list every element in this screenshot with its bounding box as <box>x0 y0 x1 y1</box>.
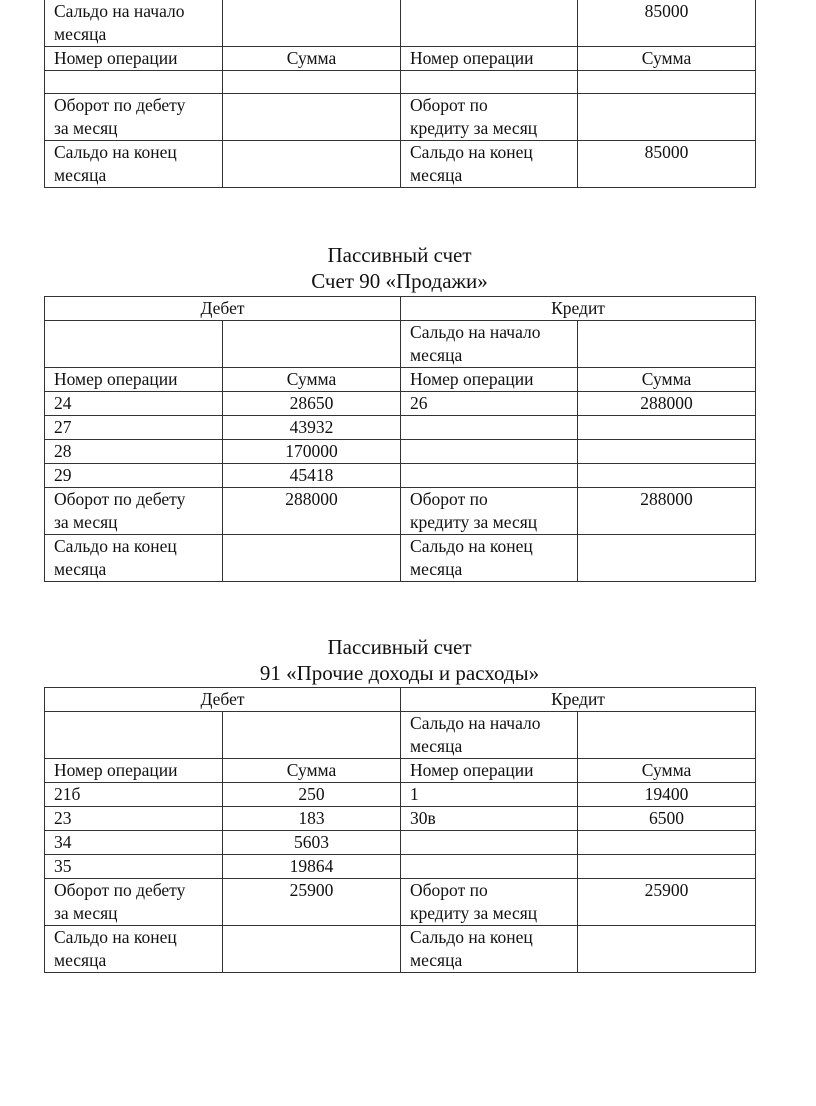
account-type: Пассивный счет <box>327 243 472 267</box>
empty-cell <box>223 535 401 582</box>
closing-balance-row <box>45 141 756 188</box>
opening-balance-credit: 85000 <box>578 0 756 47</box>
table-row <box>45 855 756 879</box>
closing-balance-credit-value <box>578 535 756 582</box>
table-row <box>45 783 756 807</box>
debit-amount: 183 <box>223 807 401 831</box>
opening-balance-row <box>45 321 756 368</box>
label-line: Сальдо на начало <box>410 322 541 342</box>
empty-cell <box>578 71 756 94</box>
credit-op <box>401 464 578 488</box>
label-line: месяца <box>410 345 463 365</box>
credit-amount <box>578 440 756 464</box>
debit-op: 35 <box>45 855 223 879</box>
credit-op-header: Номер операции <box>401 47 578 71</box>
table-row <box>45 392 756 416</box>
empty-cell <box>223 712 401 759</box>
closing-balance-debit-label <box>45 926 223 973</box>
turnover-row <box>45 879 756 926</box>
credit-amount: 288000 <box>578 392 756 416</box>
column-header-row <box>45 368 756 392</box>
table-row <box>45 831 756 855</box>
debit-op: 28 <box>45 440 223 464</box>
empty-cell <box>401 71 578 94</box>
label-line: Сальдо на начало <box>410 713 541 733</box>
credit-amount-header: Сумма <box>578 759 756 783</box>
label-line: месяца <box>410 559 463 579</box>
account-name: Счет 90 «Продажи» <box>311 269 488 293</box>
credit-amount: 19400 <box>578 783 756 807</box>
credit-turnover-label <box>401 879 578 926</box>
column-header-row <box>45 47 756 71</box>
label-line: месяца <box>54 165 107 185</box>
opening-balance-label <box>45 0 223 47</box>
label-line: месяца <box>410 165 463 185</box>
label-line: месяца <box>54 559 107 579</box>
debit-op: 21б <box>45 783 223 807</box>
credit-turnover-label <box>401 488 578 535</box>
debit-amount-header: Сумма <box>223 368 401 392</box>
label-line: месяца <box>54 950 107 970</box>
empty-cell <box>223 71 401 94</box>
debit-amount-header: Сумма <box>223 759 401 783</box>
debit-turnover-label <box>45 94 223 141</box>
label-line: Оборот по <box>410 489 488 509</box>
turnover-row <box>45 488 756 535</box>
empty-cell <box>45 71 223 94</box>
label-line: Сальдо на конец <box>410 927 533 947</box>
debit-op: 29 <box>45 464 223 488</box>
label-line: месяца <box>410 950 463 970</box>
empty-cell <box>45 712 223 759</box>
closing-balance-credit-label <box>401 535 578 582</box>
credit-turnover-value: 25900 <box>578 879 756 926</box>
label-line: Оборот по дебету <box>54 880 186 900</box>
opening-balance-label <box>401 712 578 759</box>
label-line: Сальдо на конец <box>54 142 177 162</box>
debit-amount: 5603 <box>223 831 401 855</box>
closing-balance-credit-label <box>401 141 578 188</box>
empty-cell <box>223 321 401 368</box>
label-line: месяца <box>410 736 463 756</box>
side-header-row <box>45 297 756 321</box>
opening-balance-row <box>45 712 756 759</box>
empty-cell <box>223 141 401 188</box>
debit-amount: 43932 <box>223 416 401 440</box>
label-line: Оборот по <box>410 95 488 115</box>
debit-turnover-label <box>45 488 223 535</box>
side-header-row <box>45 688 756 712</box>
account-name: 91 «Прочие доходы и расходы» <box>259 661 540 685</box>
debit-amount: 28650 <box>223 392 401 416</box>
credit-op-header: Номер операции <box>401 759 578 783</box>
label-line: Сальдо на начало <box>54 1 185 21</box>
credit-op: 1 <box>401 783 578 807</box>
credit-amount-header: Сумма <box>578 47 756 71</box>
debit-header: Дебет <box>45 688 401 712</box>
debit-op: 23 <box>45 807 223 831</box>
credit-turnover-label <box>401 94 578 141</box>
label-line: Оборот по дебету <box>54 95 186 115</box>
credit-op <box>401 440 578 464</box>
label-line: за месяц <box>54 118 118 138</box>
credit-op <box>401 416 578 440</box>
closing-balance-row <box>45 535 756 582</box>
credit-op <box>401 831 578 855</box>
empty-cell <box>401 0 578 47</box>
previous-account-table <box>44 0 756 188</box>
opening-balance-row <box>45 0 756 47</box>
debit-op: 34 <box>45 831 223 855</box>
credit-turnover-value: 288000 <box>578 488 756 535</box>
credit-header: Кредит <box>401 297 756 321</box>
account-type: Пассивный счет <box>327 635 472 659</box>
credit-amount <box>578 464 756 488</box>
debit-turnover-value: 25900 <box>223 879 401 926</box>
credit-amount <box>578 855 756 879</box>
empty-cell <box>223 0 401 47</box>
credit-amount-header: Сумма <box>578 368 756 392</box>
table-row <box>45 440 756 464</box>
label-line: за месяц <box>54 903 118 923</box>
credit-header: Кредит <box>401 688 756 712</box>
credit-op-header: Номер операции <box>401 368 578 392</box>
closing-balance-debit-label <box>45 141 223 188</box>
label-line: Сальдо на конец <box>54 927 177 947</box>
label-line: Сальдо на конец <box>410 142 533 162</box>
debit-header: Дебет <box>45 297 401 321</box>
credit-turnover-value <box>578 94 756 141</box>
debit-turnover-value <box>223 94 401 141</box>
debit-turnover-value: 288000 <box>223 488 401 535</box>
label-line: Оборот по <box>410 880 488 900</box>
credit-op <box>401 855 578 879</box>
label-line: кредиту за месяц <box>410 118 538 138</box>
credit-amount <box>578 416 756 440</box>
debit-op-header: Номер операции <box>45 47 223 71</box>
empty-cell <box>578 321 756 368</box>
debit-amount: 170000 <box>223 440 401 464</box>
debit-op: 24 <box>45 392 223 416</box>
credit-op: 26 <box>401 392 578 416</box>
empty-cell <box>223 926 401 973</box>
account-91-heading <box>44 634 755 686</box>
label-line: за месяц <box>54 512 118 532</box>
label-line: месяца <box>54 24 107 44</box>
column-header-row <box>45 759 756 783</box>
debit-op-header: Номер операции <box>45 759 223 783</box>
credit-amount: 6500 <box>578 807 756 831</box>
closing-balance-credit-value: 85000 <box>578 141 756 188</box>
table-row <box>45 71 756 94</box>
label-line: Сальдо на конец <box>54 536 177 556</box>
account-91-table <box>44 687 756 973</box>
table-row <box>45 807 756 831</box>
account-90-table <box>44 296 756 582</box>
debit-amount: 250 <box>223 783 401 807</box>
debit-amount-header: Сумма <box>223 47 401 71</box>
closing-balance-credit-label <box>401 926 578 973</box>
debit-amount: 19864 <box>223 855 401 879</box>
empty-cell <box>578 712 756 759</box>
debit-op: 27 <box>45 416 223 440</box>
label-line: Оборот по дебету <box>54 489 186 509</box>
credit-op: 30в <box>401 807 578 831</box>
closing-balance-debit-label <box>45 535 223 582</box>
label-line: кредиту за месяц <box>410 512 538 532</box>
table-row <box>45 416 756 440</box>
opening-balance-label <box>401 321 578 368</box>
label-line: Сальдо на конец <box>410 536 533 556</box>
table-row <box>45 464 756 488</box>
turnover-row <box>45 94 756 141</box>
account-90-heading <box>44 242 755 294</box>
debit-amount: 45418 <box>223 464 401 488</box>
closing-balance-row <box>45 926 756 973</box>
credit-amount <box>578 831 756 855</box>
debit-op-header: Номер операции <box>45 368 223 392</box>
empty-cell <box>45 321 223 368</box>
closing-balance-credit-value <box>578 926 756 973</box>
label-line: кредиту за месяц <box>410 903 538 923</box>
debit-turnover-label <box>45 879 223 926</box>
